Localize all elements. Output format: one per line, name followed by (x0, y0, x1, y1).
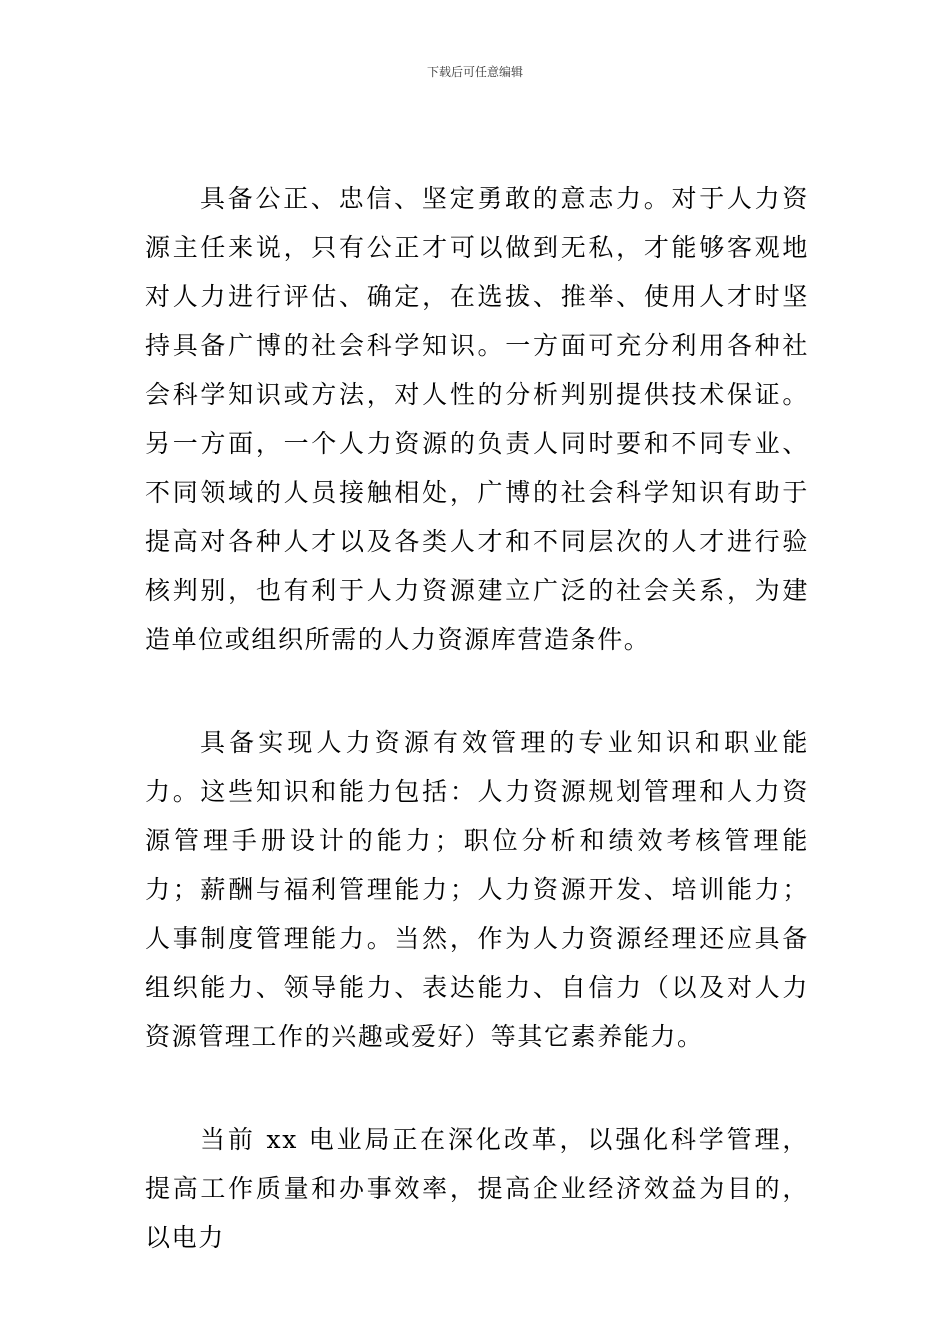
paragraph-3: 当前 xx 电业局正在深化改革，以强化科学管理，提高工作质量和办事效率，提高企业经济效益为目的，以电力 (145, 1125, 809, 1252)
page-header: 下载后可任意编辑 (426, 65, 523, 79)
paragraph-2: 具备实现人力资源有效管理的专业知识和职业能力。这些知识和能力包括：人力资源规划管理和人力资源管理手册设计的能力；职位分析和绩效考核管理能力；薪酬与福利管理能力；人力资源开发、培训能力；人事制度管理能力。当然，作为人力资源经理还应具备组织能力、领导能力、表达能力、自信力（以及对人力资源管理工作的兴趣或爱好）等其它素养能力。 (145, 728, 809, 1051)
paragraph-1: 具备公正、忠信、坚定勇敢的意志力。对于人力资源主任来说，只有公正才可以做到无私，才能够客观地对人力进行评估、确定，在选拔、推举、使用人才时坚持具备广博的社会科学知识。一方面可充分利用各种社会科学知识或方法，对人性的分析判别提供技术保证。另一方面，一个人力资源的负责人同时要和不同专业、不同领域的人员接触相处，广博的社会科学知识有助于提高对各种人才以及各类人才和不同层次的人才进行验核判别，也有利于人力资源建立广泛的社会关系，为建造单位或组织所需的人力资源库营造条件。 (145, 184, 809, 654)
